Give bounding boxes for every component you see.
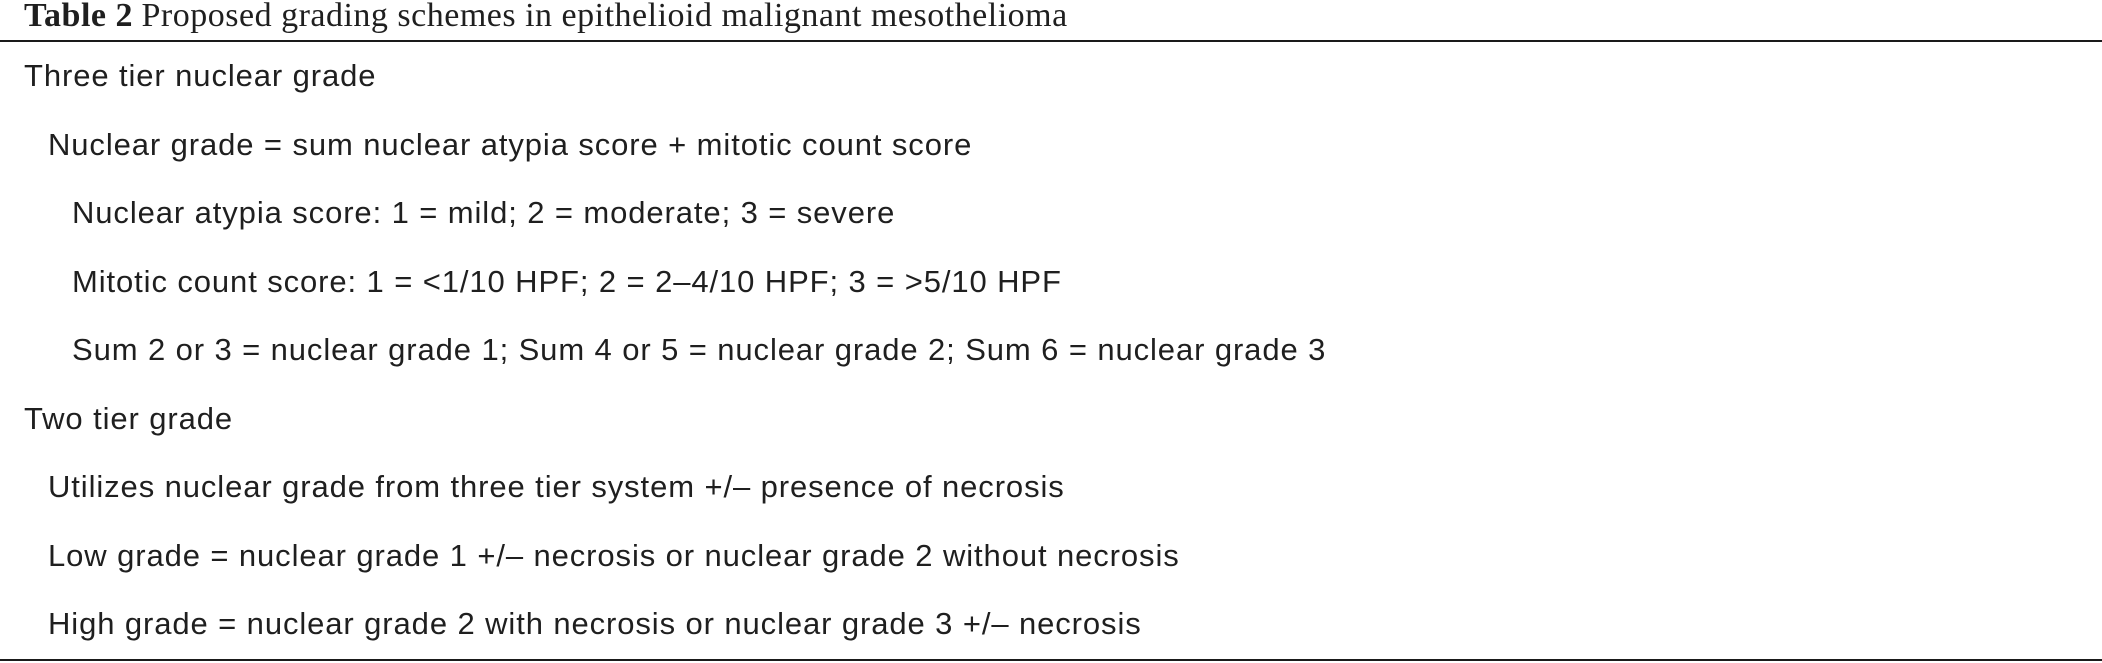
row-low-grade: Low grade = nuclear grade 1 +/– necrosis or nuclear grade 2 without necrosis (48, 537, 1180, 573)
row-high-grade: High grade = nuclear grade 2 with necrosis or nuclear grade 3 +/– necrosis (48, 606, 1142, 641)
section-heading-three-tier: Three tier nuclear grade (24, 58, 377, 93)
table-caption (24, 0, 1068, 33)
section-heading-two-tier: Two tier grade (24, 400, 234, 436)
row-mitotic-count-score: Mitotic count score: 1 = <1/10 HPF; 2 = 2–4/10 HPF; 3 = >5/10 HPF (72, 263, 1062, 299)
table-title: Proposed grading schemes in epithelioid malignant mesothelioma (141, 0, 1068, 34)
row-utilizes-nuclear-grade: Utilizes nuclear grade from three tier system +/– presence of necrosis (48, 469, 1065, 504)
row-sum-to-nuclear-grade: Sum 2 or 3 = nuclear grade 1; Sum 4 or 5 = nuclear grade 2; Sum 6 = nuclear grade 3 (72, 332, 1327, 367)
row-nuclear-atypia-score: Nuclear atypia score: 1 = mild; 2 = moderate; 3 = severe (72, 195, 896, 230)
table-label: Table 2 (24, 0, 134, 34)
grading-table (0, 40, 2102, 661)
row-nuclear-grade-formula: Nuclear grade = sum nuclear atypia score + mitotic count score (48, 126, 973, 162)
